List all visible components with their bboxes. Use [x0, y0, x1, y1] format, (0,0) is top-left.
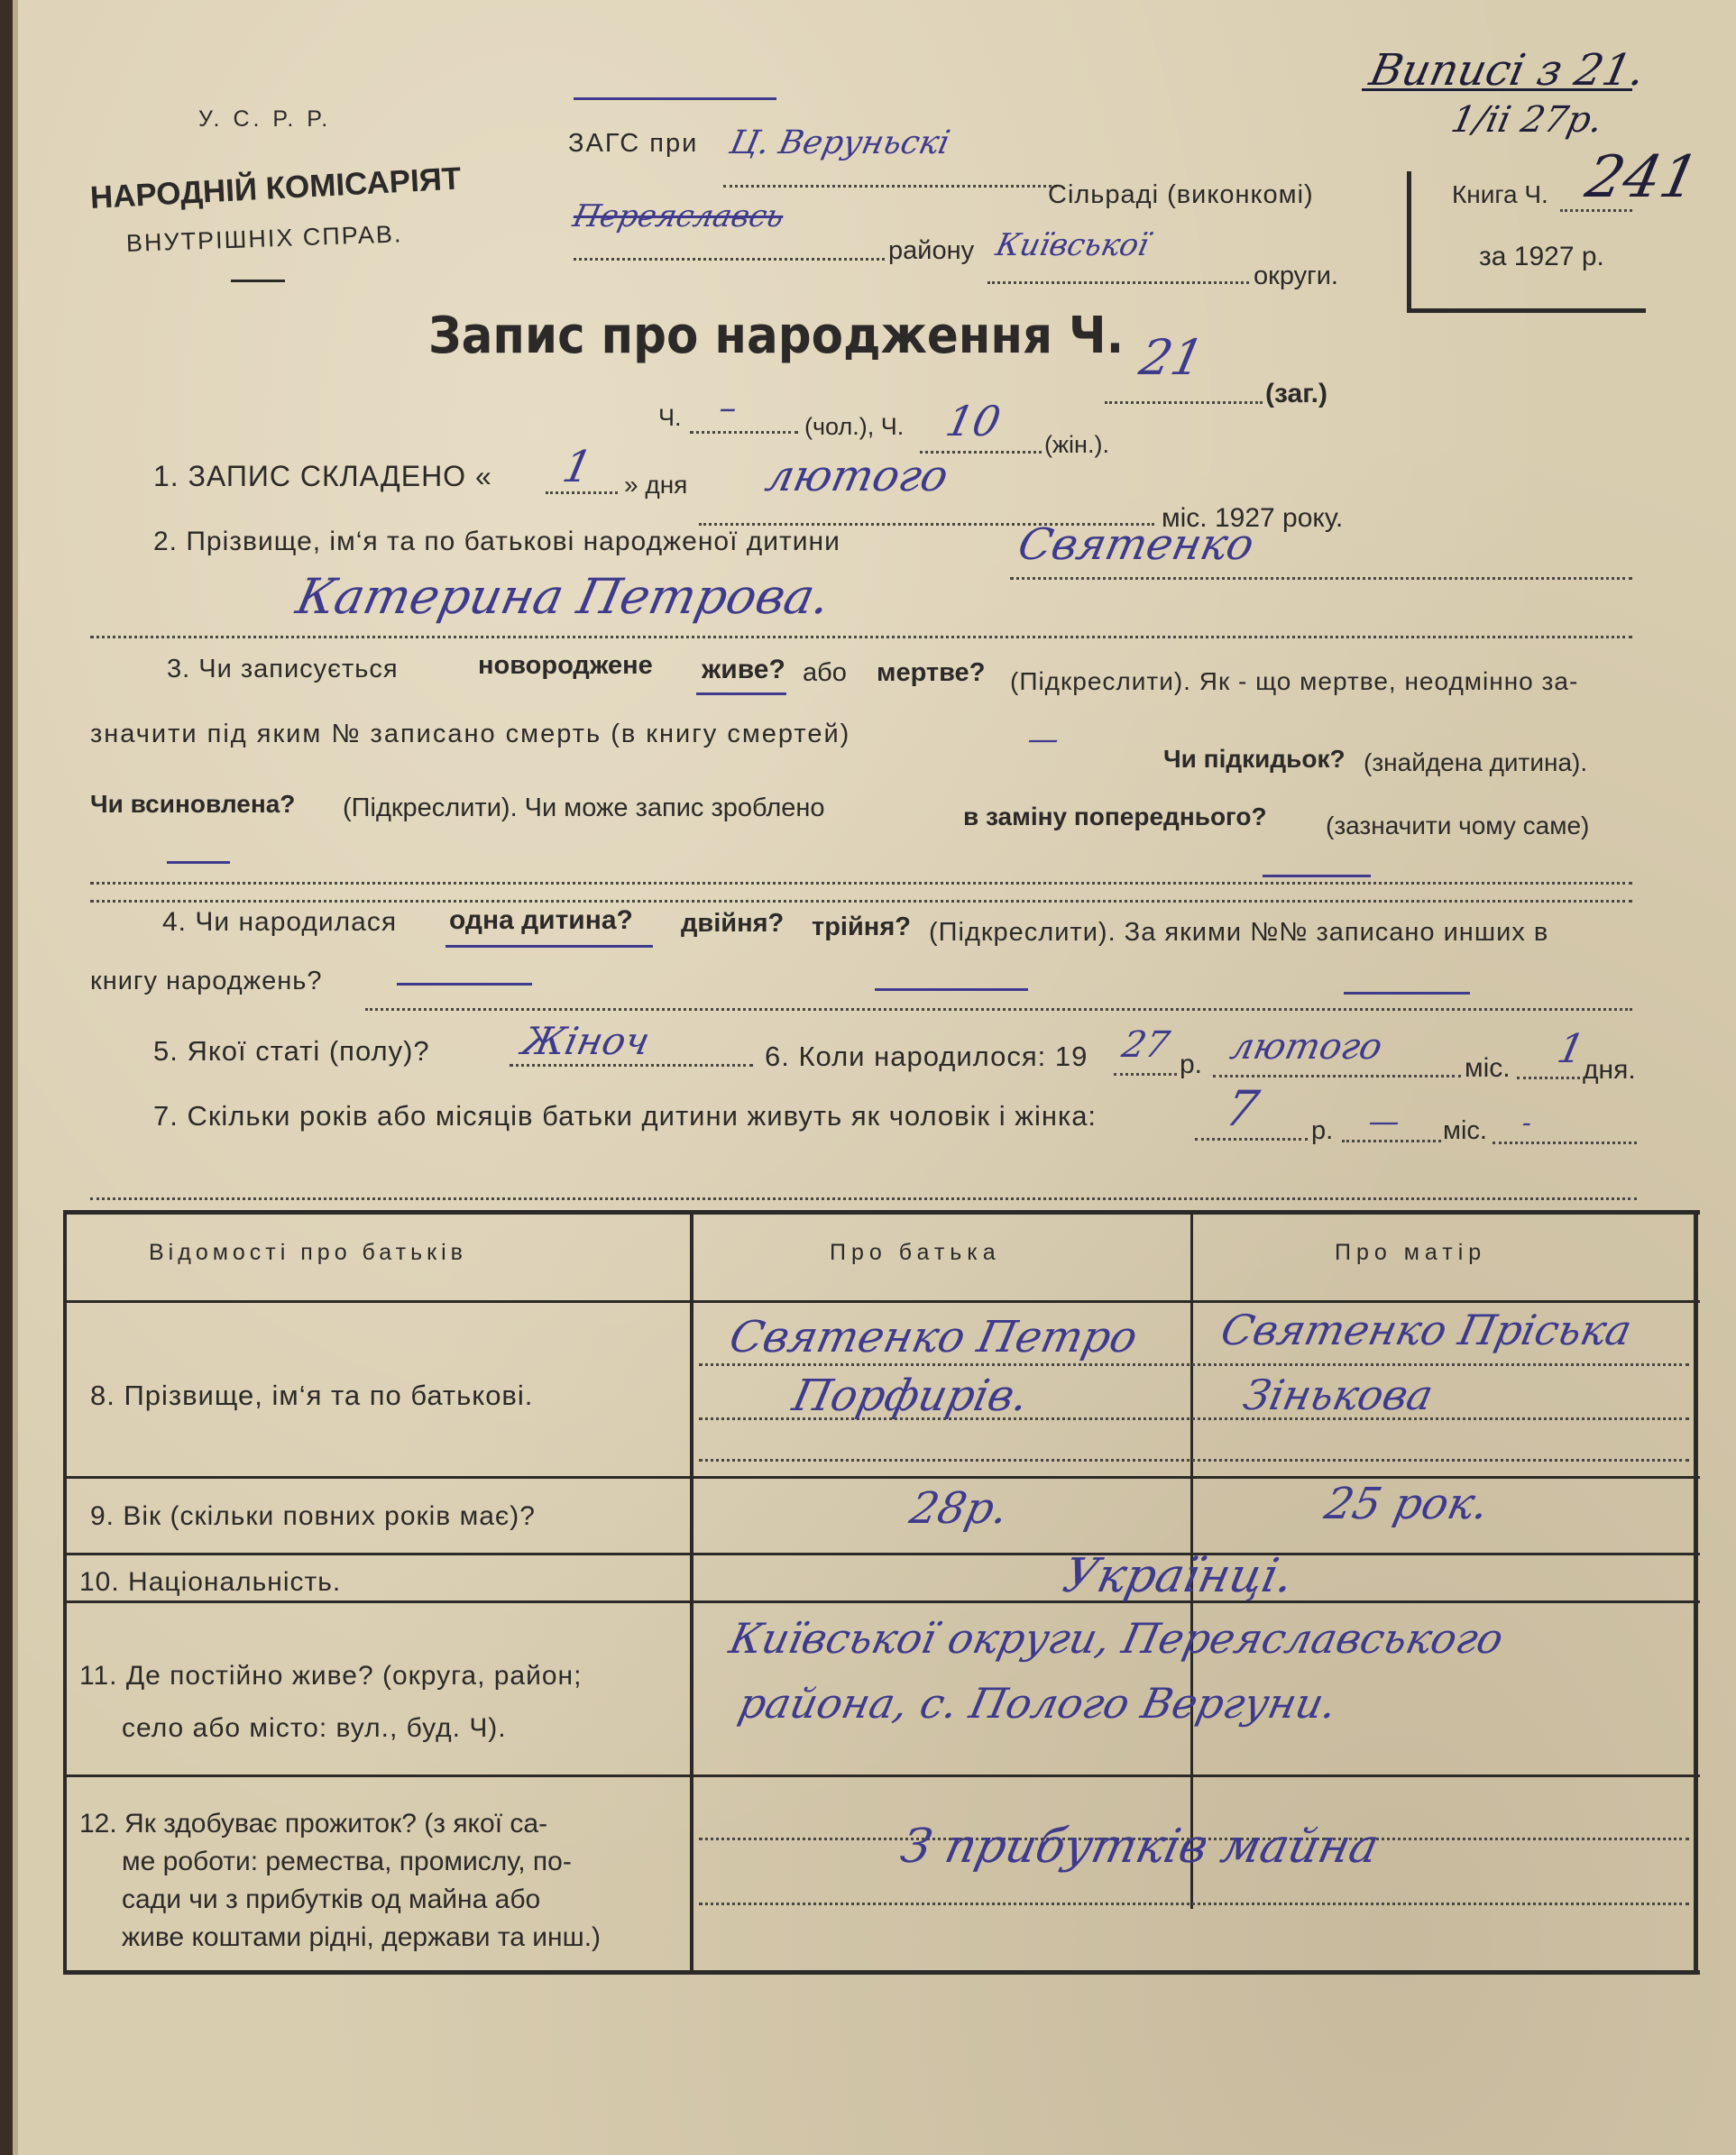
book-line: [1560, 209, 1632, 212]
table-row-divider-3: [63, 1600, 1700, 1603]
col-header-mother: Про матір: [1335, 1240, 1487, 1265]
book-label: Книга Ч.: [1452, 180, 1548, 208]
field-1-label: 1. ЗАПИС СКЛАДЕНО «: [153, 460, 492, 492]
zags-label: ЗАГС при: [568, 129, 699, 158]
okrug-label: округи.: [1254, 261, 1338, 290]
zhin-label: (жін.).: [1044, 431, 1109, 458]
field-4-mark-3: [1344, 992, 1470, 995]
field-3-replacement: в заміну попереднього?: [963, 802, 1267, 830]
field-2-label: 2. Прізвище, ім‘я та по батькові народженої дитини: [153, 527, 840, 556]
field-7-years-line: [1195, 1138, 1308, 1141]
field-3-death-number: —: [1024, 721, 1063, 757]
table-bottom-border: [63, 1970, 1700, 1975]
field-3-foundling: Чи підкидьок?: [1163, 745, 1346, 773]
field-7-line-2: [90, 1197, 1637, 1200]
field-3-adopted: Чи всиновлена?: [90, 790, 296, 818]
field-6-month: лютого: [1226, 1026, 1386, 1068]
mother-name-1: Святенко Пріська: [1217, 1306, 1637, 1354]
field-4-rest: (Підкреслити). За якими №№ записано инших в: [929, 918, 1549, 947]
chol-line: [690, 431, 798, 434]
field-6-month-line: [1213, 1075, 1461, 1078]
field-4-one-child: одна дитина?: [449, 905, 633, 935]
field-5-value: Жіноч: [518, 1019, 654, 1063]
field-4-one-underline: [445, 945, 653, 948]
residence-2: района, с. Полого Вергуни.: [734, 1679, 1342, 1728]
row-12-label-3: сади чи з прибутків од майна або: [122, 1884, 541, 1914]
field-4-line: [365, 1008, 1632, 1011]
field-1-dnya: » дня: [624, 471, 688, 499]
okrug-line: [987, 281, 1249, 284]
field-3-newborn: новороджене: [478, 651, 653, 680]
field-4-mark-1: [397, 983, 532, 986]
field-6-r: р.: [1180, 1050, 1203, 1079]
zags-value: Ц. Веруньскі: [726, 124, 953, 161]
field-2-value-2: Катерина Петрова.: [291, 568, 836, 625]
document-page: [13, 0, 1736, 2155]
field-3-alive-underline: [696, 692, 786, 695]
field-6-year: 27: [1118, 1024, 1173, 1066]
field-3-or: або: [803, 658, 847, 687]
record-title: Запис про народження Ч.: [428, 307, 1125, 365]
zags-mark: [574, 97, 776, 100]
field-1-day: 1: [558, 442, 597, 492]
record-number: 21: [1134, 329, 1209, 386]
livelihood: З прибутків майна: [896, 1820, 1384, 1874]
field-6-year-line: [1114, 1073, 1177, 1076]
field-7-months-line: [1342, 1140, 1441, 1142]
field-6-day: 1: [1553, 1026, 1589, 1072]
field-3-line-3: (Підкреслити). Чи може запис зроблено: [343, 793, 825, 822]
field-7-months: —: [1364, 1104, 1404, 1140]
okrug-value: Київської: [992, 227, 1153, 263]
republic-label: У. С. Р. Р.: [198, 106, 332, 132]
table-right-border: [1694, 1210, 1698, 1975]
stamp-note-underline: [1362, 88, 1632, 91]
record-number-line: [1105, 401, 1263, 404]
father-age: 28р.: [905, 1483, 1014, 1534]
field-6-day-line: [1517, 1077, 1580, 1079]
field-2-value-1: Святенко: [1014, 519, 1259, 570]
row-8-line-c: [699, 1459, 1689, 1462]
field-4-line-2: книгу народжень?: [90, 967, 323, 995]
field-7-years: 7: [1220, 1080, 1264, 1137]
book-year: за 1927 р.: [1479, 242, 1604, 271]
row-8-line-a: [699, 1363, 1689, 1366]
field-4-twins: двійня?: [681, 909, 785, 938]
col-header-info: Відомості про батьків: [149, 1240, 467, 1265]
field-3-dead: мертве?: [877, 658, 986, 687]
table-top-border: [63, 1210, 1700, 1215]
field-3-alive: живе?: [702, 655, 785, 684]
field-3-mark-1: [167, 861, 230, 864]
row-11-label-2: село або місто: вул., буд. Ч).: [122, 1713, 507, 1743]
field-7-label: 7. Скільки років або місяців батьки дитини живуть як чоловік і жінка:: [153, 1100, 1098, 1132]
field-2-line-1: [1010, 577, 1632, 580]
field-6-label: 6. Коли народилося: 19: [765, 1041, 1088, 1072]
field-1-day-line: [546, 491, 618, 494]
zags-line: [723, 185, 1057, 188]
table-col-divider-1: [690, 1210, 693, 1975]
row-12-label-4: живе коштами рідні, держави та инш.): [122, 1922, 602, 1952]
field-7-tail-line: [1493, 1142, 1637, 1144]
field-2-line-2: [90, 636, 1632, 638]
field-5-line: [510, 1064, 753, 1067]
field-7-mis: міс.: [1443, 1116, 1487, 1145]
commissariat-label: НАРОДНІЙ КОМІСАРІЯТ: [88, 160, 463, 216]
district-line: [574, 258, 885, 261]
nationality: Українці.: [1058, 1549, 1299, 1603]
table-row-divider-4: [63, 1774, 1700, 1777]
table-header-divider: [63, 1300, 1700, 1303]
header-divider: [231, 280, 285, 282]
table-left-border: [63, 1210, 67, 1975]
chol-value: –: [715, 388, 741, 427]
field-4-mark-2: [875, 988, 1028, 991]
col-header-father: Про батька: [830, 1240, 1001, 1265]
mother-age: 25 рок.: [1320, 1479, 1493, 1529]
row-11-label-1: 11. Де постійно живе? (округа, район;: [79, 1661, 583, 1691]
zag-label: (заг.): [1265, 379, 1328, 408]
row-9-label: 9. Вік (скільки повних років має)?: [90, 1501, 536, 1531]
stamp-note-1: Виписі з 21.: [1365, 45, 1650, 96]
table-row-divider-2: [63, 1553, 1700, 1555]
silradi-label: Сільраді (виконкомі): [1048, 180, 1314, 209]
field-6-dnya: дня.: [1583, 1055, 1636, 1085]
stamp-note-2: 1/ii 27р.: [1447, 99, 1607, 141]
field-6-mis: міс.: [1465, 1053, 1511, 1083]
field-7-dash: -: [1519, 1107, 1535, 1139]
field-7-r: р.: [1311, 1116, 1334, 1145]
residence-1: Київської округи, Переяславського: [725, 1614, 1508, 1663]
field-5-label: 5. Якої статі (полу)?: [153, 1035, 430, 1067]
chol-label: (чол.), Ч.: [804, 413, 905, 440]
row-10-label: 10. Національність.: [79, 1567, 342, 1597]
district-value: Переяславсь: [569, 198, 787, 234]
field-3-line-2: значити під яким № записано смерть (в книгу смертей): [90, 720, 851, 748]
field-1-month: лютого: [761, 451, 953, 501]
field-3-rest: (Підкреслити). Як - що мертве, неодмінно за-: [1010, 667, 1579, 695]
row-12-line-b: [699, 1903, 1689, 1905]
field-3-why: (зазначити чому саме): [1326, 812, 1590, 839]
row-12-label-2: ме роботи: ремества, промислу, по-: [122, 1847, 572, 1876]
row-8-label: 8. Прізвище, ім‘я та по батькові.: [90, 1380, 534, 1411]
field-3-line-5: [90, 900, 1632, 903]
chol-prefix: Ч.: [658, 404, 682, 431]
row-12-label-1: 12. Як здобуває прожиток? (з якої са-: [79, 1809, 548, 1839]
field-3-mark-2: [1263, 875, 1371, 877]
field-3-found-child: (знайдена дитина).: [1364, 748, 1588, 776]
father-name-2: Порфирів.: [788, 1371, 1033, 1421]
zhin-value: 10: [941, 397, 1006, 445]
field-3-a: 3. Чи записується: [167, 655, 399, 683]
mother-name-2: Зінькова: [1239, 1371, 1437, 1419]
book-number: 241: [1580, 144, 1705, 211]
field-1-tail: міс. 1927 року.: [1162, 503, 1344, 533]
department-label: ВНУТРІШНІХ СПРАВ.: [125, 220, 403, 257]
field-4-a: 4. Чи народилася: [162, 907, 398, 937]
field-3-line-4: [90, 882, 1632, 885]
district-label: району: [888, 236, 975, 265]
field-4-triplets: трійня?: [812, 912, 911, 941]
father-name-1: Святенко Петро: [725, 1312, 1143, 1362]
